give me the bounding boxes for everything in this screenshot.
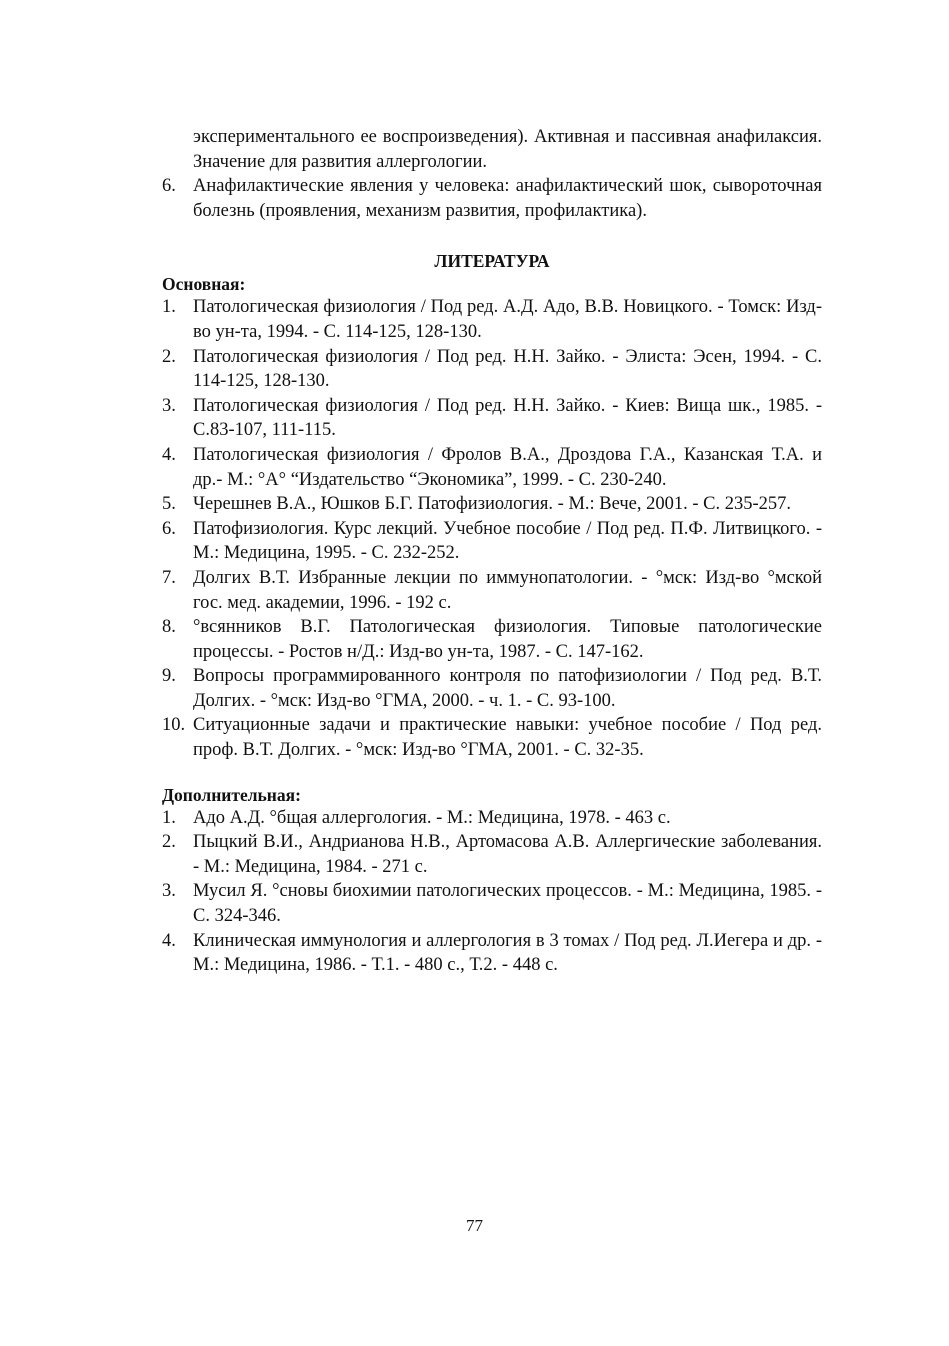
additional-literature-list xyxy=(162,806,822,978)
list-item-text: °всянников В.Г. Патологическая физиология. Типовые патологические процессы. - Ростов н/Д.: Изд-во ун-та, 1987. - С. 147-162. xyxy=(193,617,822,662)
list-item-text: Клиническая иммунология и аллергология в 3 томах / Под ред. Л.Иегера и др. - М.: Медицина, 1986. - Т.1. - 480 с., Т.2. - 448 с. xyxy=(193,930,822,976)
list-item-number: 1. xyxy=(162,807,176,828)
list-item-number: 1. xyxy=(162,297,176,318)
list-item-number: 9. xyxy=(162,666,176,687)
list-item-text: Долгих В.Т. Избранные лекции по иммунопатологии. - °мск: Изд-во °мской гос. мед. академии, 1996. - 192 с. xyxy=(193,567,822,613)
list-item xyxy=(162,713,822,762)
list-item-text: Патологическая физиология / Фролов В.А., Дроздова Г.А., Казанская Т.А. и др.- М.: °А° “Издательство “Экономика”, 1999. - С. 230-240. xyxy=(193,444,822,490)
list-item-text: Патологическая физиология / Под ред. Н.Н. Зайко. - Киев: Вища шк., 1985. - С.83-107, 111-115. xyxy=(193,395,822,441)
page-number: 77 xyxy=(466,1216,483,1235)
main-literature-heading: Основная: xyxy=(162,274,246,295)
list-item xyxy=(162,394,822,443)
list-item-text: Мусил Я. °сновы биохимии патологических процессов. - М.: Медицина, 1985. - С. 324-346. xyxy=(193,881,822,927)
list-item-number: 2. xyxy=(162,832,176,853)
list-item xyxy=(162,492,822,517)
spacer xyxy=(162,763,822,784)
list-item-number: 4. xyxy=(162,930,176,951)
list-item xyxy=(162,566,822,615)
additional-literature-heading: Дополнительная: xyxy=(162,784,301,805)
list-item xyxy=(162,929,822,978)
spacer xyxy=(162,223,822,249)
list-item xyxy=(162,879,822,928)
list-item-number: 3. xyxy=(162,881,176,902)
list-item-number: 8. xyxy=(162,617,176,638)
list-item-text: Анафилактические явления у человека: анафилактический шок, сывороточная болезнь (проявления, механизм развития, профилактика). xyxy=(193,176,822,221)
main-literature-list xyxy=(162,295,822,762)
list-item xyxy=(162,806,822,831)
list-item-number: 7. xyxy=(162,567,176,588)
literature-heading: ЛИТЕРАТУРА xyxy=(434,251,550,272)
list-item xyxy=(162,295,822,344)
list-item-number: 6. xyxy=(162,518,176,539)
list-item-text: Пыцкий В.И., Андрианова Н.В., Артомасова А.В. Аллергические заболевания. - М.: Медицина, 1984. - 271 с. xyxy=(193,832,822,877)
intro-continuation: экспериментального ее воспроизведения). Активная и пассивная анафилаксия. Значение для развития аллергологии. xyxy=(193,127,822,172)
list-item-number: 5. xyxy=(162,494,176,515)
list-item-number: 6. xyxy=(162,176,176,197)
list-item xyxy=(162,443,822,492)
intro-list-item xyxy=(162,174,822,223)
list-item-text: Патологическая физиология / Под ред. Н.Н. Зайко. - Элиста: Эсен, 1994. - С. 114-125, 128-130. xyxy=(193,346,822,392)
list-item-text: Патологическая физиология / Под ред. А.Д. Адо, В.В. Новицкого. - Томск: Изд-во ун-та, 1994. - С. 114-125, 128-130. xyxy=(193,297,822,342)
list-item xyxy=(162,615,822,664)
list-item xyxy=(162,517,822,566)
list-item-number: 10. xyxy=(162,715,186,736)
list-item-text: Ситуационные задачи и практические навыки: учебное пособие / Под ред. проф. В.Т. Долгих. - °мск: Изд-во °ГМА, 2001. - С. 32-35. xyxy=(193,715,822,761)
list-item xyxy=(162,345,822,394)
list-item-number: 4. xyxy=(162,444,176,465)
list-item xyxy=(162,830,822,879)
list-item-text: Вопросы программированного контроля по патофизиологии / Под ред. В.Т. Долгих. - °мск: Изд-во °ГМА, 2000. - ч. 1. - С. 93-100. xyxy=(193,666,822,711)
list-item-number: 2. xyxy=(162,346,176,367)
list-item-text: Адо А.Д. °бщая аллергология. - М.: Медицина, 1978. - 463 с. xyxy=(193,807,671,828)
list-item xyxy=(162,664,822,713)
list-item-text: Патофизиология. Курс лекций. Учебное пособие / Под ред. П.Ф. Литвицкого. - М.: Медицина, 1995. - С. 232-252. xyxy=(193,518,822,564)
page-content xyxy=(162,125,822,978)
list-item-text: Черешнев В.А., Юшков Б.Г. Патофизиология. - М.: Вече, 2001. - С. 235-257. xyxy=(193,494,792,515)
list-item-number: 3. xyxy=(162,395,176,416)
